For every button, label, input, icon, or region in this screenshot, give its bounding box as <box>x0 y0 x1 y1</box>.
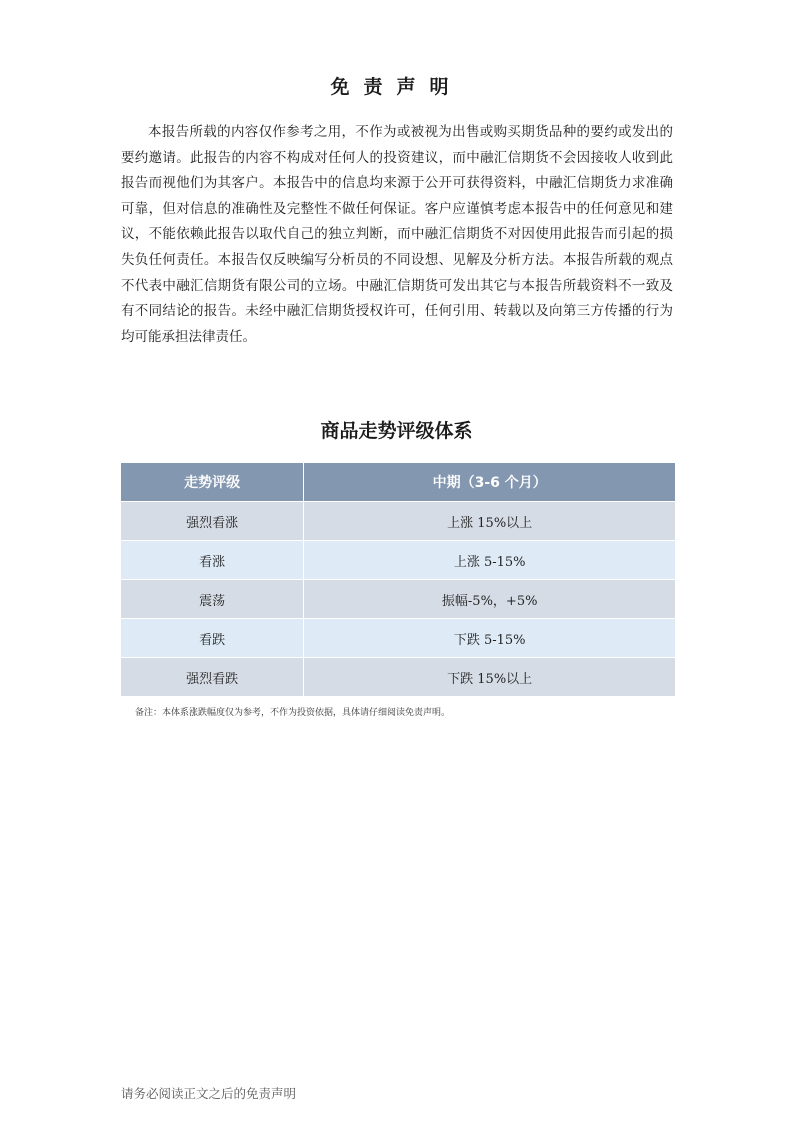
range-cell: 上涨 5-15% <box>304 541 675 580</box>
range-cell: 上涨 15%以上 <box>304 502 675 541</box>
table-row <box>121 502 675 541</box>
header-mid-term: 中期（3-6 个月） <box>304 463 675 502</box>
range-cell: 振幅-5%，+5% <box>304 580 675 619</box>
header-trend-rating: 走势评级 <box>121 463 304 502</box>
table-header-row <box>121 463 675 502</box>
range-cell: 下跌 5-15% <box>304 619 675 658</box>
disclaimer-body: 本报告所载的内容仅作参考之用，不作为或被视为出售或购买期货品种的要约或发出的要约邀请。此报告的内容不构成对任何人的投资建议，而中融汇信期货不会因接收人收到此报告而视他们为其客户。本报告中的信息均来源于公开可获得资料，中融汇信期货力求准确可靠，但对信息的准确性及完整性不做任何保证。客户应谨慎考虑本报告中的任何意见和建议，不能依赖此报告以取代自己的独立判断，而中融汇信期货不对因使用此报告而引起的损失负任何责任。本报告仅反映编写分析员的不同设想、见解及分析方法。本报告所载的观点不代表中融汇信期货有限公司的立场。中融汇信期货可发出其它与本报告所载资料不一致及有不同结论的报告。未经中融汇信期货授权许可，任何引用、转载以及向第三方传播的行为均可能承担法律责任。 <box>121 124 673 345</box>
table-row <box>121 658 675 697</box>
range-cell: 下跌 15%以上 <box>304 658 675 697</box>
rating-table <box>121 463 675 696</box>
rating-cell: 强烈看涨 <box>121 502 304 541</box>
rating-cell: 震荡 <box>121 580 304 619</box>
rating-cell: 看跌 <box>121 619 304 658</box>
rating-cell: 看涨 <box>121 541 304 580</box>
rating-note: 备注：本体系涨跌幅度仅为参考，不作为投资依据，具体请仔细阅读免责声明。 <box>135 708 451 718</box>
footer-disclaimer-note: 请务必阅读正文之后的免责声明 <box>121 1086 297 1101</box>
table-row <box>121 541 675 580</box>
rating-cell: 强烈看跌 <box>121 658 304 697</box>
disclaimer-title: 免责声明 <box>330 76 463 98</box>
table-row <box>121 580 675 619</box>
rating-system-title: 商品走势评级体系 <box>320 420 473 442</box>
table-row <box>121 619 675 658</box>
